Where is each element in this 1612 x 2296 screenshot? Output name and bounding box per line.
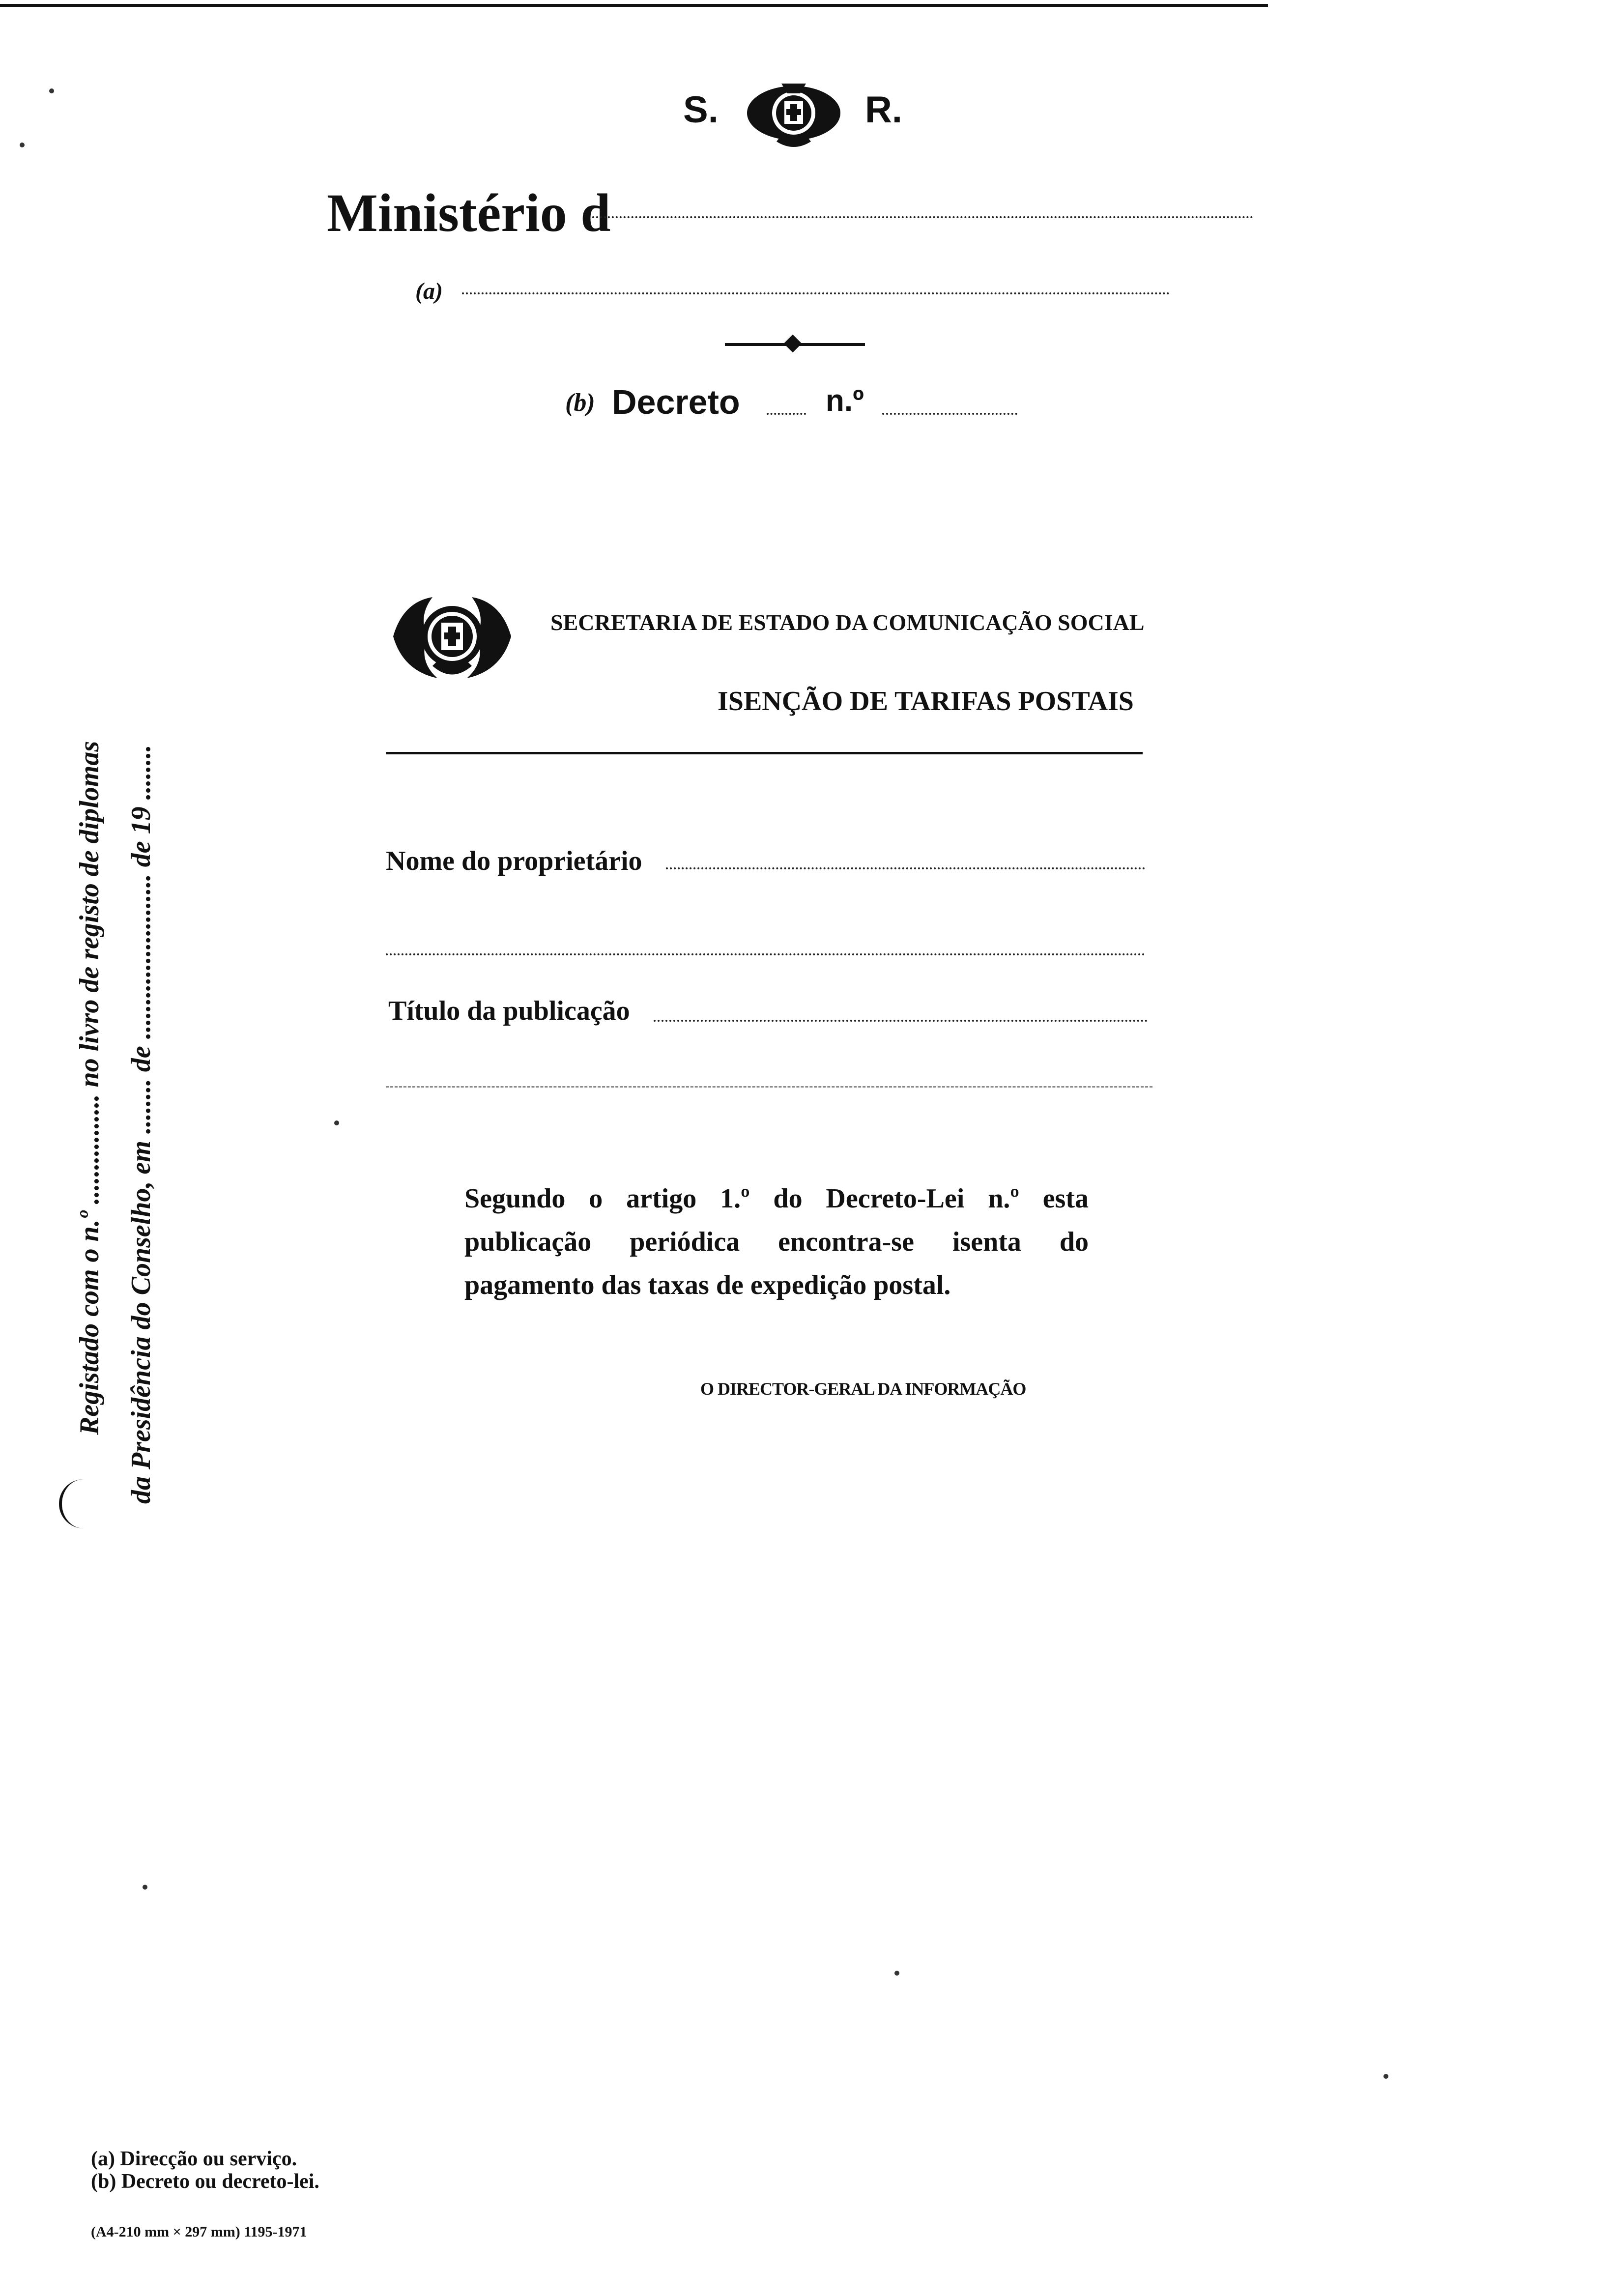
owner-name-label: Nome do proprietário xyxy=(386,846,642,876)
footnote-b: (b) Decreto ou decreto-lei. xyxy=(91,2170,319,2193)
card-rule xyxy=(386,752,1143,754)
footnote-a: (a) Direcção ou serviço. xyxy=(91,2148,297,2170)
card-heading: ISENÇÃO DE TARIFAS POSTAIS xyxy=(718,686,1134,717)
scan-speck xyxy=(1383,2074,1388,2079)
coat-of-arms-icon xyxy=(742,74,845,152)
service-field[interactable] xyxy=(462,292,1170,294)
owner-name-field[interactable] xyxy=(666,867,1145,869)
scan-speck xyxy=(49,88,54,93)
decree-number-label: n.º xyxy=(826,384,864,418)
scan-speck xyxy=(894,1971,899,1976)
owner-name-continuation-field[interactable] xyxy=(386,953,1145,955)
faint-separator xyxy=(386,1086,1152,1088)
registration-line-1: Registado com o n.º ................ no livro de registo de diplomas xyxy=(74,741,105,1435)
scan-speck xyxy=(334,1120,339,1125)
sidebar-bracket xyxy=(59,1479,91,1528)
publication-title-label: Título da publicação xyxy=(388,996,630,1026)
monogram-right: R. xyxy=(865,89,902,131)
department-name: SECRETARIA DE ESTADO DA COMUNICAÇÃO SOCIAL xyxy=(550,610,1145,635)
card-coat-of-arms-icon xyxy=(383,587,521,686)
service-marker: (a) xyxy=(415,278,443,304)
ministry-title: Ministério d xyxy=(327,183,611,243)
signature-title: O DIRECTOR-GERAL DA INFORMAÇÃO xyxy=(700,1379,1026,1399)
publication-title-field[interactable] xyxy=(654,1020,1148,1022)
registration-line-2: da Presidência do Conselho, em ........ de ........................ de 19 ........ xyxy=(126,745,156,1504)
form-format-code: (A4-210 mm × 297 mm) 1195-1971 xyxy=(91,2224,307,2240)
decree-number-field[interactable] xyxy=(882,413,1017,415)
ministry-name-field[interactable] xyxy=(592,216,1253,218)
exemption-paragraph: Segundo o artigo 1.º do Decreto-Lei n.º esta publicação periódica encontra-se isenta do pagamento das taxas de expedição postal. xyxy=(464,1183,1089,1300)
decree-label: Decreto xyxy=(612,383,740,421)
decree-type-field[interactable] xyxy=(767,413,806,415)
decree-marker: (b) xyxy=(565,389,595,417)
page-top-edge xyxy=(0,4,1268,12)
monogram-left: S. xyxy=(683,89,719,131)
divider-diamond-icon xyxy=(784,335,802,353)
scan-speck xyxy=(143,1885,147,1890)
scan-speck xyxy=(20,143,25,147)
